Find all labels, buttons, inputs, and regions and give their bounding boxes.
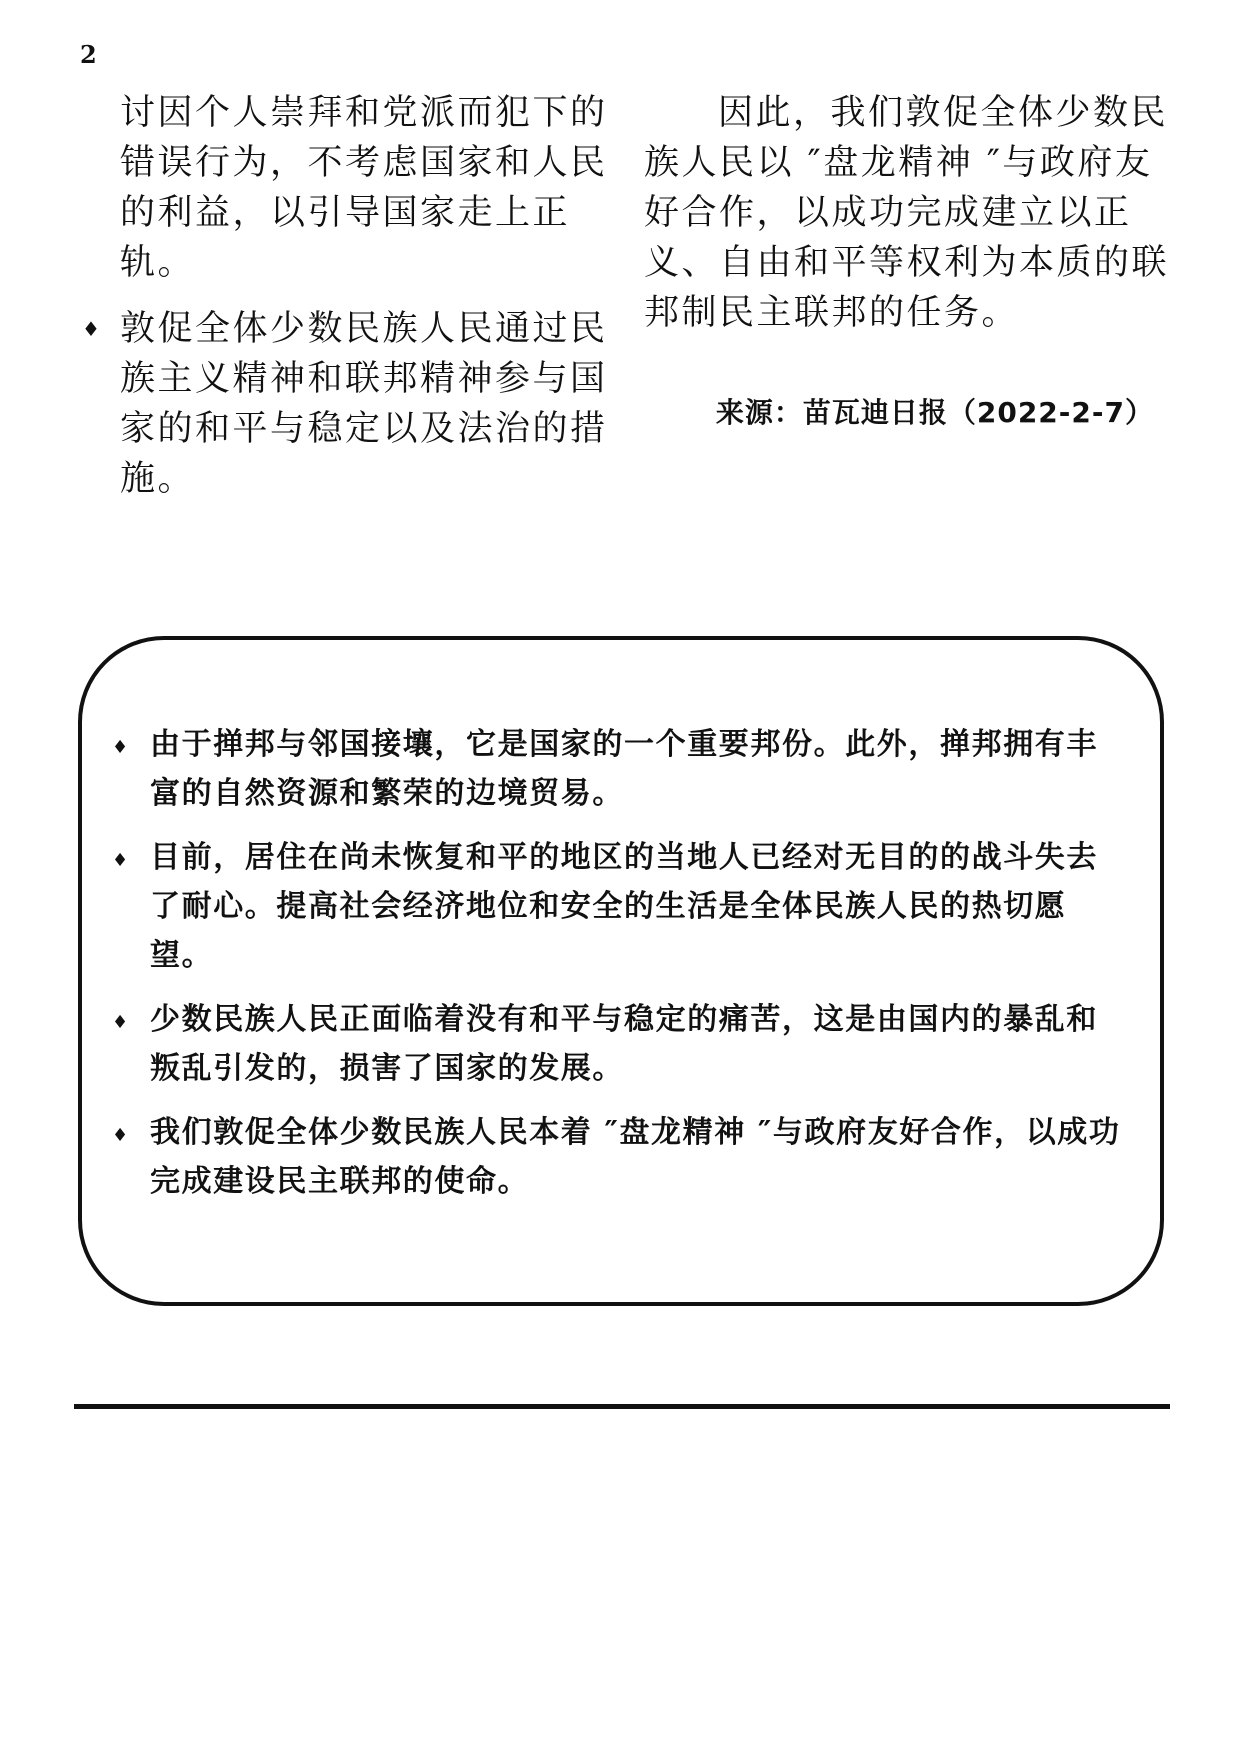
source-citation: 来源：苗瓦迪日报（2022-2-7） [715,396,1154,429]
callout-item-text: 少数民族人民正面临着没有和平与稳定的痛苦，这是由国内的暴乱和叛乱引发的，损害了国家的发展。 [150,1002,1098,1086]
callout-item-text: 由于掸邦与邻国接壤，它是国家的一个重要邦份。此外，掸邦拥有丰富的自然资源和繁荣的边境贸易。 [150,727,1098,811]
right-column [644,88,1174,338]
left-column [82,88,614,504]
horizontal-divider [74,1404,1170,1409]
bullet-text: 敦促全体少数民族人民通过民族主义精神和联邦精神参与国家的和平与稳定以及法治的措施。 [120,309,608,499]
diamond-bullet-icon: ♦ [112,850,130,871]
callout-list [112,720,1122,1221]
callout-item-text: 目前，居住在尚未恢复和平的地区的当地人已经对无目的的战斗失去了耐心。提高社会经济地位和安全的生活是全体民族人民的热切愿望。 [150,840,1098,973]
diamond-bullet-icon: ♦ [82,317,103,341]
callout-box [78,636,1164,1306]
diamond-bullet-icon: ♦ [112,1125,130,1146]
continuation-paragraph: 讨因个人崇拜和党派而犯下的错误行为，不考虑国家和人民的利益，以引导国家走上正轨。 [120,93,608,283]
callout-item [112,720,1122,818]
callout-item [112,1108,1122,1206]
conclusion-paragraph: 因此，我们敦促全体少数民族人民以 ″盘龙精神 ″与政府友好合作，以成功完成建立以正义、自由和平等权利为本质的联邦制民主联邦的任务。 [644,93,1170,333]
bullet-paragraph [82,304,614,504]
callout-item [112,833,1122,980]
callout-item [112,995,1122,1093]
diamond-bullet-icon: ♦ [112,737,130,758]
page-number: 2 [80,40,97,69]
callout-item-text: 我们敦促全体少数民族人民本着 ″盘龙精神 ″与政府友好合作，以成功完成建设民主联邦的使命。 [150,1115,1121,1199]
diamond-bullet-icon: ♦ [112,1012,130,1033]
